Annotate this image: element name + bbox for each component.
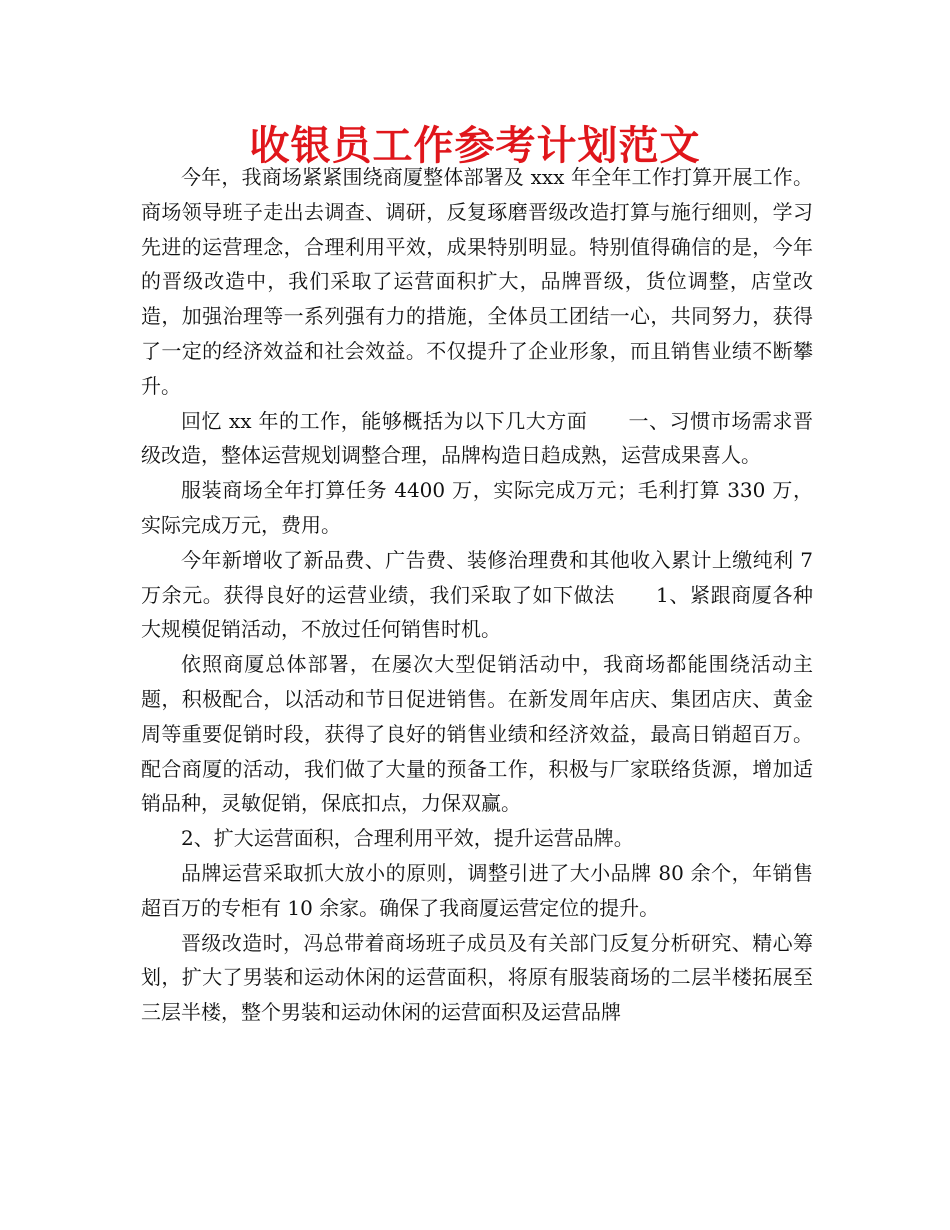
document-title: 收银员工作参考计划范文 xyxy=(249,123,701,169)
paragraph: 晋级改造时，冯总带着商场班子成员及有关部门反复分析研究、精心筹划，扩大了男装和运动休闲的运营面积，将原有服装商场的二层半楼拓展至三层半楼，整个男装和运动休闲的运营面积及运营品牌 xyxy=(141,930,813,1025)
document-body xyxy=(141,160,813,1030)
paragraph: 服装商场全年打算任务 4400 万，实际完成万元；毛利打算 330 万，实际完成万元，费用。 xyxy=(141,478,813,537)
paragraph: 依照商厦总体部署，在屡次大型促销活动中，我商场都能围绕活动主题，积极配合，以活动和节日促进销售。在新发周年店庆、集团店庆、黄金周等重要促销时段，获得了良好的销售业绩和经济效益，最高日销超百万。配合商厦的活动，我们做了大量的预备工作，积极与厂家联络货源，增加适销品种，灵敏促销，保底扣点，力保双赢。 xyxy=(141,652,813,816)
paragraph: 今年，我商场紧紧围绕商厦整体部署及 xxx 年全年工作打算开展工作。商场领导班子走出去调查、调研，反复琢磨晋级改造打算与施行细则，学习先进的运营理念，合理利用平效，成果特别明显。特别值得确信的是，今年的晋级改造中，我们采取了运营面积扩大，品牌晋级，货位调整，店堂改造，加强治理等一系列强有力的措施，全体员工团结一心，共同努力，获得了一定的经济效益和社会效益。不仅提升了企业形象，而且销售业绩不断攀升。 xyxy=(141,165,813,398)
paragraph: 2、扩大运营面积，合理利用平效，提升运营品牌。 xyxy=(181,826,634,851)
paragraph: 回忆 xx 年的工作，能够概括为以下几大方面 一、习惯市场需求晋级改造，整体运营规划调整合理，品牌构造日趋成熟，运营成果喜人。 xyxy=(141,408,813,468)
paragraph: 今年新增收了新品费、广告费、装修治理费和其他收入累计上缴纯利 7 万余元。获得良好的运营业绩，我们采取了如下做法 1、紧跟商厦各种大规模促销活动，不放过任何销售时机。 xyxy=(141,547,813,642)
paragraph: 品牌运营采取抓大放小的原则，调整引进了大小品牌 80 余个，年销售超百万的专柜有 10 余家。确保了我商厦运营定位的提升。 xyxy=(141,860,813,920)
